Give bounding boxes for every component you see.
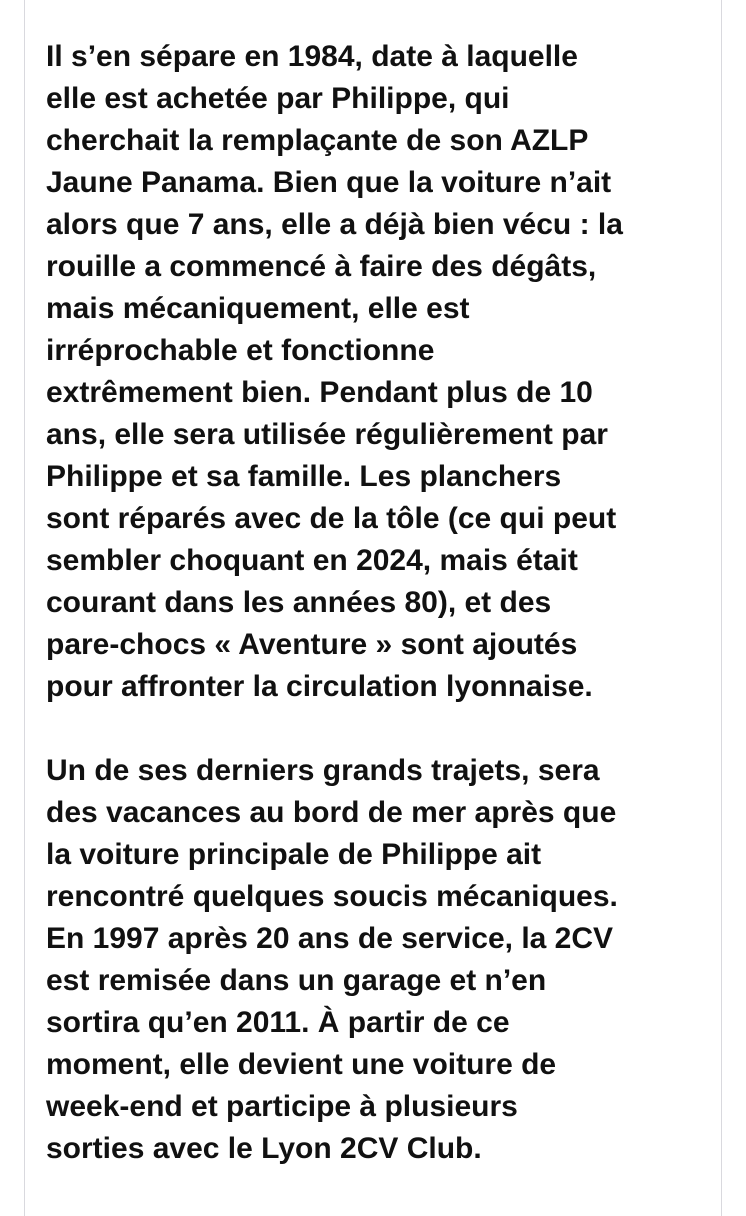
- paragraph-1984-purchase: Il s’en sépare en 1984, date à laquelle elle est achetée par Philippe, qui cherchait la remplaçante de son AZLP Jaune Panama. Bien que la voiture n’ait alors que 7 ans, elle a déjà bien vécu : la rouille a commencé à faire des dégâts, mais mécaniquement, elle est irréprochable et fonctionne extrêmement bien. Pendant plus de 10 ans, elle sera utilisée régulièrement par Philippe et sa famille. Les planchers sont réparés avec de la tôle (ce qui peut sembler choquant en 2024, mais était courant dans les années 80), et des pare-chocs « Aventure » sont ajoutés pour affronter la circulation lyonnaise.: [46, 40, 623, 703]
- paragraph-storage-and-club: Un de ses derniers grands trajets, sera des vacances au bord de mer après que la voiture principale de Philippe ait rencontré quelques soucis mécaniques. En 1997 après 20 ans de service, la 2CV est remisée dans un garage et n’en sortira qu’en 2011. À partir de ce moment, elle devient une voiture de week-end et participe à plusieurs sorties avec le Lyon 2CV Club.: [46, 754, 618, 1165]
- article-body: [46, 36, 708, 1170]
